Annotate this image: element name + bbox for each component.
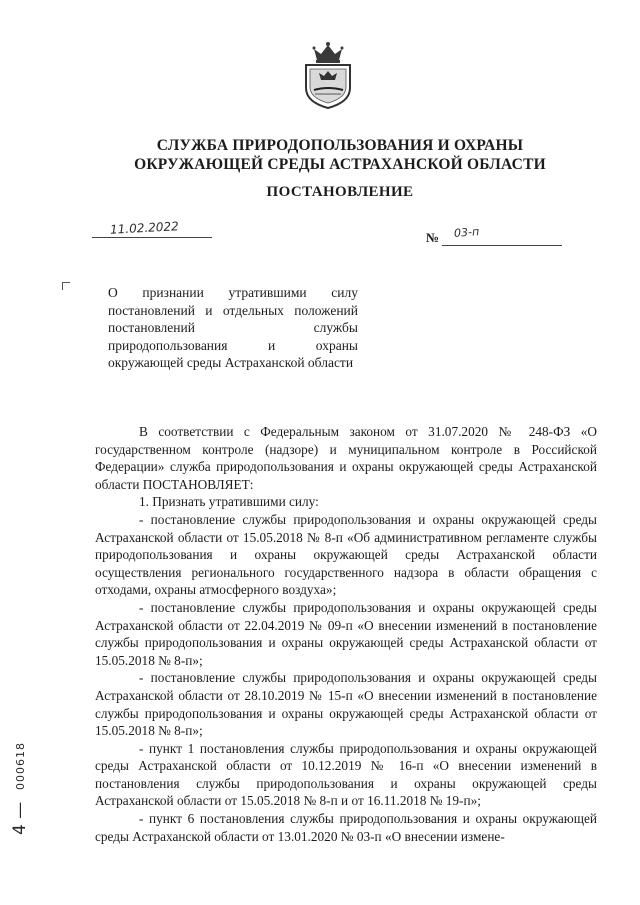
body-point-1: 1. Признать утратившими силу: <box>139 494 319 510</box>
document-body <box>95 423 597 845</box>
date-underline <box>92 237 212 238</box>
body-item-2: - постановление службы природопользования и охраны окружающей среды Астраханской области от 22.04.2019 № 09-п «О внесении изменений в постановление службы природопользования и охраны окружающей среды Астраханской области от 15.05.2018 № 8-п»; <box>95 599 597 668</box>
date-handwritten: 11.02.2022 <box>109 219 180 237</box>
subject-corner-mark <box>62 282 70 290</box>
margin-page-mark: 4 — <box>10 801 30 835</box>
body-item-4: - пункт 1 постановления службы природопользования и охраны окружающей среды Астраханской области от 10.12.2019 № 16-п «О внесении изменений в постановления службы природопользования и охраны окружающей среды Астраханской области от 15.05.2018 № 8-п и от 16.11.2018 № 19-п»; <box>95 740 597 809</box>
organization-title <box>40 136 640 174</box>
margin-serial-number: 000618 <box>14 742 27 790</box>
document-type: ПОСТАНОВЛЕНИЕ <box>266 184 414 200</box>
organization-title-line2: ОКРУЖАЮЩЕЙ СРЕДЫ АСТРАХАНСКОЙ ОБЛАСТИ <box>134 156 546 173</box>
number-underline <box>442 245 562 246</box>
body-intro: В соответствии с Федеральным законом от 31.07.2020 № 248-ФЗ «О государственном контроле (надзоре) и муниципальном контроле в Российской Федерации» служба природопользования и охраны окружающей среды Астраханской области ПОСТАНОВЛЯЕТ: <box>95 424 597 492</box>
coat-of-arms-emblem <box>301 40 355 110</box>
number-handwritten: 03-п <box>453 225 480 240</box>
body-item-5: - пункт 6 постановления службы природопользования и охраны окружающей среды Астраханской области от 13.01.2020 № 03-п «О внесении измене- <box>95 811 597 844</box>
number-label: № <box>426 230 440 245</box>
document-subject: О признании утратившими силу постановлений и отдельных положений постановлений службы природопользования и охраны окружающей среды Астраханской области <box>108 285 358 370</box>
body-item-3: - постановление службы природопользования и охраны окружающей среды Астраханской области от 28.10.2019 № 15-п «О внесении изменений в постановление службы природопользования и охраны окружающей среды Астраханской области от 15.05.2018 № 8-п»; <box>95 670 597 739</box>
organization-title-line1: СЛУЖБА ПРИРОДОПОЛЬЗОВАНИЯ И ОХРАНЫ <box>156 137 524 154</box>
body-item-1: - постановление службы природопользования и охраны окружающей среды Астраханской области от 15.05.2018 № 8-п «Об административном регламенте службы природопользования и охраны окружающей среды Астраханской области осуществления регионального государственного надзора в области обращения с отходами, охраны атмосферного воздуха»; <box>95 511 597 598</box>
